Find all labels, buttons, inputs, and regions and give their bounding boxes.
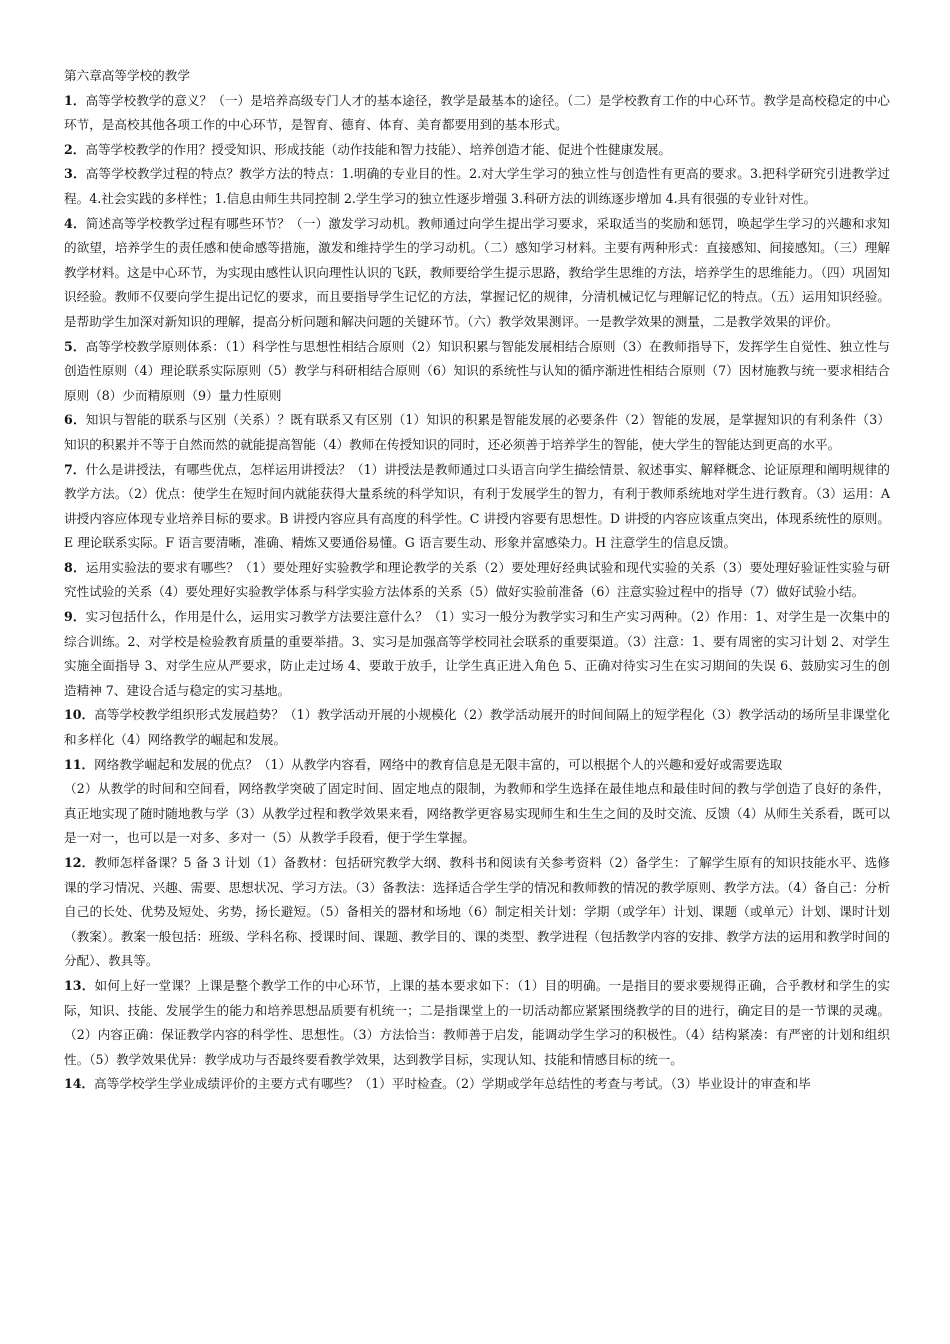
question-2 [64, 138, 890, 163]
question-number: 7． [64, 461, 86, 477]
document-page [64, 64, 890, 1097]
question-text: 如何上好一堂课？上课是整个教学工作的中心环节，上课的基本要求如下：（1）目的明确。一是指目的要求要规得正确，合乎教材和学生的实际，知识、技能、发展学生的能力和培养思想品质要有机统一；二是指课堂上的一切活动都应紧紧围绕教学的目的进行，确定目的是一节课的灵魂。（2）内容正确：保证教学内容的科学性、思想性。（3）方法恰当：教师善于启发，能调动学生学习的积极性。（4）结构紧凑：有严密的计划和组织性。（5）教学效果优异：教学成功与否最终要看教学效果，达到教学目标，实现认知、技能和情感目标的统一。 [64, 977, 890, 1067]
chapter-title: 第六章高等学校的教学 [64, 68, 190, 83]
question-text: 实习包括什么，作用是什么，运用实习教学方法要注意什么？（1）实习一般分为教学实习和生产实习两种。（2）作用：1、对学生是一次集中的综合训练。2、对学校是检验教育质量的重要举措。3、实习是加强高等学校同社会联系的重要渠道。（3）注意：1、要有周密的实习计划 2、对学生实施全面指导 3、对学生应从严要求，防止走过场 4、要敢于放手，让学生真正进入角色 5、正确对待实习生在实习期间的失误 6、鼓励实习生的创造精神 7、建设合适与稳定的实习基地。 [64, 609, 890, 698]
question-4 [64, 212, 890, 335]
question-number: 6． [64, 412, 86, 428]
question-text-line: 网络教学崛起和发展的优点？（1）从教学内容看，网络中的教育信息是无限丰富的，可以根据个人的兴趣和爱好或需要选取 [94, 756, 783, 772]
question-number: 11． [64, 756, 95, 772]
question-1 [64, 89, 890, 138]
question-text: 教师怎样备课？5 备 3 计划（1）备教材：包括研究教学大纲、教科书和阅读有关参考资料（2）备学生：了解学生原有的知识技能水平、选修课的学习情况、兴趣、需要、思想状况、学习方法。（3）备教法：选择适合学生学的情况和教师教的情况的教学原则、教学方法。（4）备自己：分析自己的长处、优势及短处、劣势，扬长避短。（5）备相关的器材和场地（6）制定相关计划：学期（或学年）计划、课题（或单元）计划、课时计划（教案）。教案一般包括：班级、学科名称、授课时间、课题、教学目的、课的类型、教学进程（包括教学内容的安排、教学方法的运用和教学时间的分配）、教具等。 [64, 855, 890, 969]
question-13 [64, 974, 890, 1072]
question-number: 9． [64, 609, 86, 625]
question-number: 4． [64, 215, 86, 231]
question-number: 3． [64, 166, 86, 182]
question-12 [64, 851, 890, 974]
question-14 [64, 1072, 890, 1097]
question-text: 知识与智能的联系与区别（关系）？既有联系又有区别（1）知识的积累是智能发展的必要条件（2）智能的发展，是掌握知识的有利条件（3）知识的积累并不等于自然而然的就能提高智能（4）教师在传授知识的同时，还必须善于培养学生的智能，使大学生的智能达到更高的水平。 [64, 412, 891, 452]
question-number: 2． [64, 141, 86, 157]
question-number: 10． [64, 707, 95, 723]
question-text: 什么是讲授法，有哪些优点，怎样运用讲授法？（1）讲授法是教师通过口头语言向学生描绘情景、叙述事实、解释概念、论证原理和阐明规律的教学方法。（2）优点：使学生在短时间内就能获得大量系统的科学知识，有利于发展学生的智力，有利于教师系统地对学生进行教育。（3）运用：A 讲授内容应体现专业培养目标的要求。B 讲授内容应具有高度的科学性。C 讲授内容要有思想性。D 讲授的内容应该重点突出，体现系统性的原则。E 理论联系实际。F 语言要清晰，准确、精炼又要通俗易懂。G 语言要生动、形象并富感染力。H 注意学生的信息反馈。 [64, 461, 891, 551]
question-5 [64, 335, 890, 409]
question-text: 高等学校学生学业成绩评价的主要方式有哪些？（1）平时检查。（2）学期或学年总结性的考查与考试。（3）毕业设计的审查和毕 [94, 1076, 811, 1092]
question-8 [64, 556, 890, 605]
question-text: 高等学校教学的作用？授受知识、形成技能（动作技能和智力技能）、培养创造才能、促进个性健康发展。 [85, 141, 671, 157]
question-text: 高等学校教学原则体系：（1）科学性与思想性相结合原则（2）知识积累与智能发展相结合原则（3）在教师指导下，发挥学生自觉性、独立性与创造性原则（4）理论联系实际原则（5）教学与科研相结合原则（6）知识的系统性与认知的循序渐进性相结合原则（7）因材施教与统一要求相结合原则（8）少而精原则（9）量力性原则 [64, 338, 890, 403]
question-number: 8． [64, 559, 86, 575]
question-text: 高等学校教学过程的特点？教学方法的特点：1.明确的专业目的性。2.对大学生学习的独立性与创造性有更高的要求。3.把科学研究引进教学过程。4.社会实践的多样性；1.信息由师生共同控制 2.学生学习的独立性逐步增强 3.科研方法的训练逐步增加 4.具有很强的专业针对性。 [64, 166, 890, 206]
question-11 [64, 753, 890, 851]
question-number: 1． [64, 92, 86, 108]
question-7 [64, 458, 890, 556]
question-text: 高等学校教学的意义？（一）是培养高级专门人才的基本途径，教学是最基本的途径。（二）是学校教育工作的中心环节。教学是高校稳定的中心环节，是高校其他各项工作的中心环节，是智育、德育、体育、美育都要用到的基本形式。 [64, 92, 891, 133]
question-number: 13． [64, 977, 95, 993]
question-6 [64, 408, 890, 457]
question-9 [64, 605, 890, 703]
question-number: 14． [64, 1076, 95, 1092]
question-10 [64, 703, 890, 752]
question-text: 高等学校教学组织形式发展趋势？（1）教学活动开展的小规模化（2）教学活动展开的时间间隔上的短学程化（3）教学活动的场所呈非课堂化和多样化（4）网络教学的崛起和发展。 [64, 707, 890, 748]
question-3 [64, 162, 890, 211]
question-number: 12． [64, 855, 95, 870]
question-text: 运用实验法的要求有哪些？（1）要处理好实验教学和理论教学的关系（2）要处理好经典试验和现代实验的关系（3）要处理好验证性实验与研究性试验的关系（4）要处理好实验教学体系与科学实验方法体系的关系（5）做好实验前准备（6）注意实验过程中的指导（7）做好试验小结。 [64, 559, 891, 600]
question-number: 5． [64, 338, 86, 354]
question-text: 简述高等学校教学过程有哪些环节？（一）激发学习动机。教师通过向学生提出学习要求，采取适当的奖励和惩罚，唤起学生学习的兴趣和求知的欲望，培养学生的责任感和使命感等措施，激发和维持学生的学习动机。（二）感知学习材料。主要有两种形式：直接感知、间接感知。（三）理解教学材料。这是中心环节，为实现由感性认识向理性认识的飞跃，教师要给学生提示思路，教给学生思维的方法，培养学生的思维能力。（四）巩固知识经验。教师不仅要向学生提出记忆的要求，而且要指导学生记忆的方法，掌握记忆的规律，分清机械记忆与理解记忆的特点。（五）运用知识经验。是帮助学生加深对新知识的理解，提高分析问题和解决问题的关键环节。（六）教学效果测评。一是教学效果的测量，二是教学效果的评价。 [64, 215, 891, 329]
question-text-line: （2）从教学的时间和空间看，网络教学突破了固定时间、固定地点的限制，为教师和学生选择在最佳地点和最佳时间的教与学创造了良好的条件，真正地实现了随时随地教与学（3）从教学过程和教学效果来看，网络教学更容易实现师生和生生之间的及时交流、反馈（4）从师生关系看，既可以是一对一，也可以是一对多、多对一（5）从教学手段看，便于学生掌握。 [64, 781, 890, 846]
